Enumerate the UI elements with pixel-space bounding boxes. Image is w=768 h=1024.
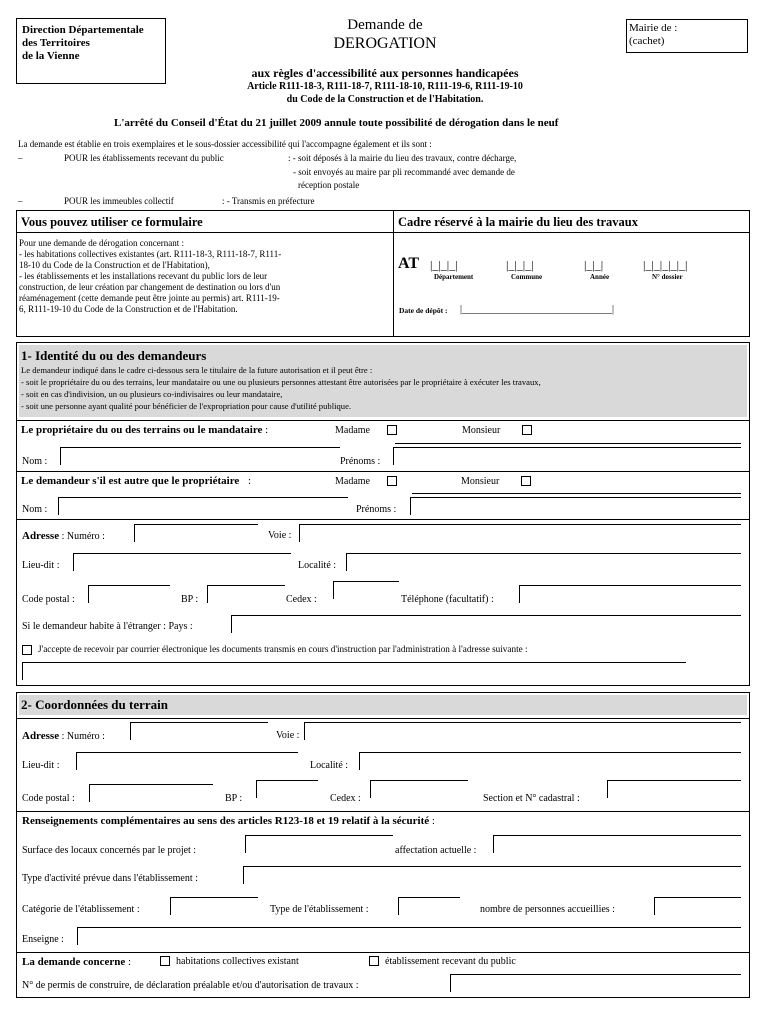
madame-checkbox-2[interactable]: [387, 476, 397, 486]
etranger-label: Si le demandeur habite à l'étranger : Pays :: [22, 621, 193, 632]
type-activite-input[interactable]: [243, 866, 741, 884]
divider: [16, 519, 750, 520]
numero-input-1[interactable]: [134, 524, 258, 542]
intro-line-2b: : - soit déposés à la mairie du lieu des travaux, contre décharge,: [288, 153, 517, 163]
date-depot-field[interactable]: |______________________________|: [460, 304, 615, 315]
permis-label: N° de permis de construire, de déclaration préalable et/ou d'autorisation de travaux :: [22, 980, 359, 991]
at-label-commune: Commune: [511, 273, 543, 281]
adresse-label: Adresse: [22, 730, 60, 742]
permis-input[interactable]: [450, 974, 741, 992]
prenoms-label-1: Prénoms :: [340, 456, 381, 467]
title-line-1: Demande de: [347, 17, 423, 33]
at-label: AT: [398, 255, 420, 272]
colon: :: [431, 815, 435, 827]
surface-label: Surface des locaux concernés par le projet :: [22, 845, 197, 856]
demandeur-label: Le demandeur s'il est autre que le propriétaire: [21, 475, 240, 487]
accept-email-label: J'accepte de recevoir par courrier électronique les documents transmis en cours d'instruction par l'administration à l'adresse suivante :: [38, 644, 528, 654]
lieudit-label-2: Lieu-dit :: [22, 760, 60, 771]
affectation-label: affectation actuelle :: [395, 845, 477, 856]
voie-input-2[interactable]: [304, 722, 741, 740]
form-text-line: 6, R111-19-10 du Code de la Construction et de l'Habitation.: [19, 304, 238, 314]
proprietaire-label: Le propriétaire du ou des terrains ou le mandataire: [21, 424, 263, 436]
localite-label-2: Localité :: [310, 760, 349, 771]
intro-line-5a: POUR les immeubles collectif: [64, 196, 174, 206]
nom-label-2: Nom :: [22, 504, 48, 515]
cp-label-1: Code postal :: [22, 594, 75, 605]
lieudit-label-1: Lieu-dit :: [22, 560, 60, 571]
localite-label-1: Localité :: [298, 560, 337, 571]
monsieur-label-1: Monsieur: [462, 425, 501, 436]
form-right-title: Cadre réservé à la mairie du lieu des travaux: [398, 215, 639, 229]
voie-input-1[interactable]: [299, 524, 741, 542]
madame-checkbox-1[interactable]: [387, 425, 397, 435]
at-label-departement: Département: [434, 273, 474, 281]
numero-input-2[interactable]: [130, 722, 268, 740]
cp-label-2: Code postal :: [22, 793, 75, 804]
title-line-2: DEROGATION: [333, 35, 437, 52]
divider: [16, 811, 750, 812]
accept-email-checkbox[interactable]: [22, 645, 32, 655]
section-2-title: 2- Coordonnées du terrain: [21, 697, 168, 712]
form-left-title: Vous pouvez utiliser ce formulaire: [21, 215, 203, 229]
adresse-row-2: [22, 730, 105, 743]
desc-line: - soit en cas d'indivision, un ou plusieurs co-indivisaires ou leur mandataire,: [21, 389, 283, 399]
intro-dash-1: –: [18, 153, 23, 163]
demande-concerne-row: [22, 956, 131, 969]
habitations-label: habitations collectives existant: [176, 956, 299, 967]
at-label-dossier: N° dossier: [652, 273, 683, 281]
demande-concerne-label: La demande concerne: [22, 956, 126, 968]
enseigne-input[interactable]: [77, 927, 741, 945]
colon: :: [248, 475, 252, 487]
adresse-row-1: [22, 530, 105, 543]
erp-checkbox[interactable]: [369, 956, 379, 966]
bp-label-2: BP :: [225, 793, 243, 804]
bp-input-1[interactable]: [207, 585, 285, 603]
intro-dash-2: –: [18, 196, 23, 206]
renseignements-label: Renseignements complémentaires au sens des articles R123-18 et 19 relatif à la sécurité: [22, 815, 430, 827]
dept-name: [22, 24, 144, 63]
field-guide: [395, 443, 741, 444]
cp-input-1[interactable]: [88, 585, 170, 603]
lieudit-input-1[interactable]: [73, 553, 291, 571]
localite-input-1[interactable]: [346, 553, 741, 571]
divider: [16, 420, 750, 421]
dept-line-3: de la Vienne: [22, 50, 80, 62]
renseignements-row: [22, 815, 435, 828]
form-text-line: - les habitations collectives existantes (art. R111-18-3, R111-18-7, R111-: [19, 249, 282, 259]
intro-line-5b: : - Transmis en préfecture: [222, 196, 315, 206]
nb-personnes-input[interactable]: [654, 897, 741, 915]
colon: :: [265, 424, 269, 436]
demandeur-row: [21, 475, 251, 488]
monsieur-checkbox-1[interactable]: [522, 425, 532, 435]
type-etab-input[interactable]: [398, 897, 460, 915]
form-box-divider: [393, 210, 394, 337]
form-text-line: réaménagement (cette demande peut être jointe au permis) art. R111-19-: [19, 293, 280, 303]
prenoms-input-2[interactable]: [410, 497, 741, 515]
divider: [16, 718, 750, 719]
prenoms-label-2: Prénoms :: [356, 504, 397, 515]
prenoms-input-1[interactable]: [393, 447, 741, 465]
colon: :: [128, 956, 132, 968]
divider: [16, 952, 750, 953]
mairie-label: Mairie de :: [629, 22, 678, 34]
dept-line-2: des Territoires: [22, 37, 90, 49]
habitations-checkbox[interactable]: [160, 956, 170, 966]
divider: [16, 471, 750, 472]
desc-line: Le demandeur indiqué dans le cadre ci-dessous sera le titulaire de la future autorisation et il peut être :: [21, 365, 373, 375]
cedex-label-1: Cedex :: [286, 594, 317, 605]
mairie-text: [629, 22, 677, 48]
form-text-line: 18-10 du Code de la Construction et de l'Habitation),: [19, 260, 210, 270]
localite-input-2[interactable]: [359, 752, 741, 770]
surface-input[interactable]: [245, 835, 393, 853]
form-left-text: [19, 238, 389, 315]
at-label-annee: Année: [590, 273, 610, 281]
intro-line-1: La demande est établie en trois exemplaires et le sous-dossier accessibilité qui l'accompagne également et ils sont :: [18, 139, 432, 149]
doc-title: [250, 17, 520, 53]
form-text-line: construction, de leur création par changement de destination ou lors d'un: [19, 282, 281, 292]
form-box-header-line: [16, 232, 750, 233]
intro-line-4: réception postale: [298, 180, 360, 190]
at-group-departement[interactable]: |_|_|_|: [430, 258, 458, 272]
numero-label: : Numéro :: [61, 531, 105, 542]
categorie-input[interactable]: [170, 897, 258, 915]
nom-input-2[interactable]: [58, 497, 348, 515]
enseigne-label: Enseigne :: [22, 934, 64, 945]
section-1-desc: [21, 364, 541, 412]
nb-personnes-label: nombre de personnes accueillies :: [480, 904, 615, 915]
type-etab-label: Type de l'établissement :: [270, 904, 369, 915]
nom-label-1: Nom :: [22, 456, 48, 467]
voie-label-2: Voie :: [276, 730, 300, 741]
affectation-input[interactable]: [493, 835, 741, 853]
tel-input-1[interactable]: [519, 585, 741, 603]
voie-label-1: Voie :: [268, 530, 292, 541]
at-group-annee[interactable]: |_|_|: [584, 258, 604, 272]
form-text-line: - les établissements et les installations recevant du public lors de leur: [19, 271, 268, 281]
subtitle-line-3: du Code de la Construction et de l'Habitation.: [286, 94, 484, 105]
cedex-input-2[interactable]: [370, 780, 468, 798]
intro-line-3: - soit envoyés au maire par pli recommandé avec demande de: [293, 167, 515, 177]
cp-input-2[interactable]: [89, 784, 213, 802]
form-text-line: Pour une demande de dérogation concernant :: [19, 238, 184, 248]
categorie-label: Catégorie de l'établissement :: [22, 904, 140, 915]
cachet-label: (cachet): [629, 35, 665, 47]
date-depot-label: Date de dépôt :: [399, 306, 448, 315]
bp-label-1: BP :: [181, 594, 199, 605]
cedex-label-2: Cedex :: [330, 793, 361, 804]
cedex-input-1[interactable]: [333, 581, 399, 599]
proprietaire-row: [21, 424, 268, 437]
dept-line-1: Direction Départementale: [22, 24, 144, 36]
tel-label-1: Téléphone (facultatif) :: [401, 594, 494, 605]
adresse-label: Adresse: [22, 530, 60, 542]
lieudit-input-2[interactable]: [76, 752, 298, 770]
desc-line: - soit une personne ayant qualité pour bénéficier de l'expropriation pour cause d'utilité publique.: [21, 401, 352, 411]
numero-label: : Numéro :: [61, 731, 105, 742]
madame-label-2: Madame: [335, 476, 370, 487]
subtitle-line-2: Article R111-18-3, R111-18-7, R111-18-10, R111-19-6, R111-19-10: [247, 81, 523, 92]
at-group-commune[interactable]: |_|_|_|: [506, 258, 534, 272]
arrete-notice: L'arrêté du Conseil d'État du 21 juillet 2009 annule toute possibilité de dérogation dans le neuf: [114, 117, 559, 129]
section-cadastral-label: Section et N° cadastral :: [483, 793, 580, 804]
bp-input-2[interactable]: [256, 780, 318, 798]
monsieur-checkbox-2[interactable]: [521, 476, 531, 486]
madame-label-1: Madame: [335, 425, 370, 436]
subtitle: [140, 66, 630, 106]
at-group-dossier[interactable]: |_|_|_|_|_|: [643, 258, 688, 272]
subtitle-line-1: aux règles d'accessibilité aux personnes handicapées: [251, 66, 519, 80]
erp-label: établissement recevant du public: [385, 956, 516, 967]
desc-line: - soit le propriétaire du ou des terrains, leur mandataire ou une ou plusieurs personnes attestant être autorisées par le propriétaire à exécuter les travaux,: [21, 377, 541, 387]
field-guide: [412, 493, 741, 494]
section-1-title: 1- Identité du ou des demandeurs: [21, 348, 207, 363]
email-input[interactable]: [22, 662, 686, 680]
intro-line-2a: POUR les établissements recevant du public: [64, 153, 224, 163]
type-activite-label: Type d'activité prévue dans l'établissement :: [22, 873, 198, 884]
nom-input-1[interactable]: [60, 447, 340, 465]
monsieur-label-2: Monsieur: [461, 476, 500, 487]
section-cadastral-input[interactable]: [607, 780, 741, 798]
pays-input[interactable]: [231, 615, 741, 633]
